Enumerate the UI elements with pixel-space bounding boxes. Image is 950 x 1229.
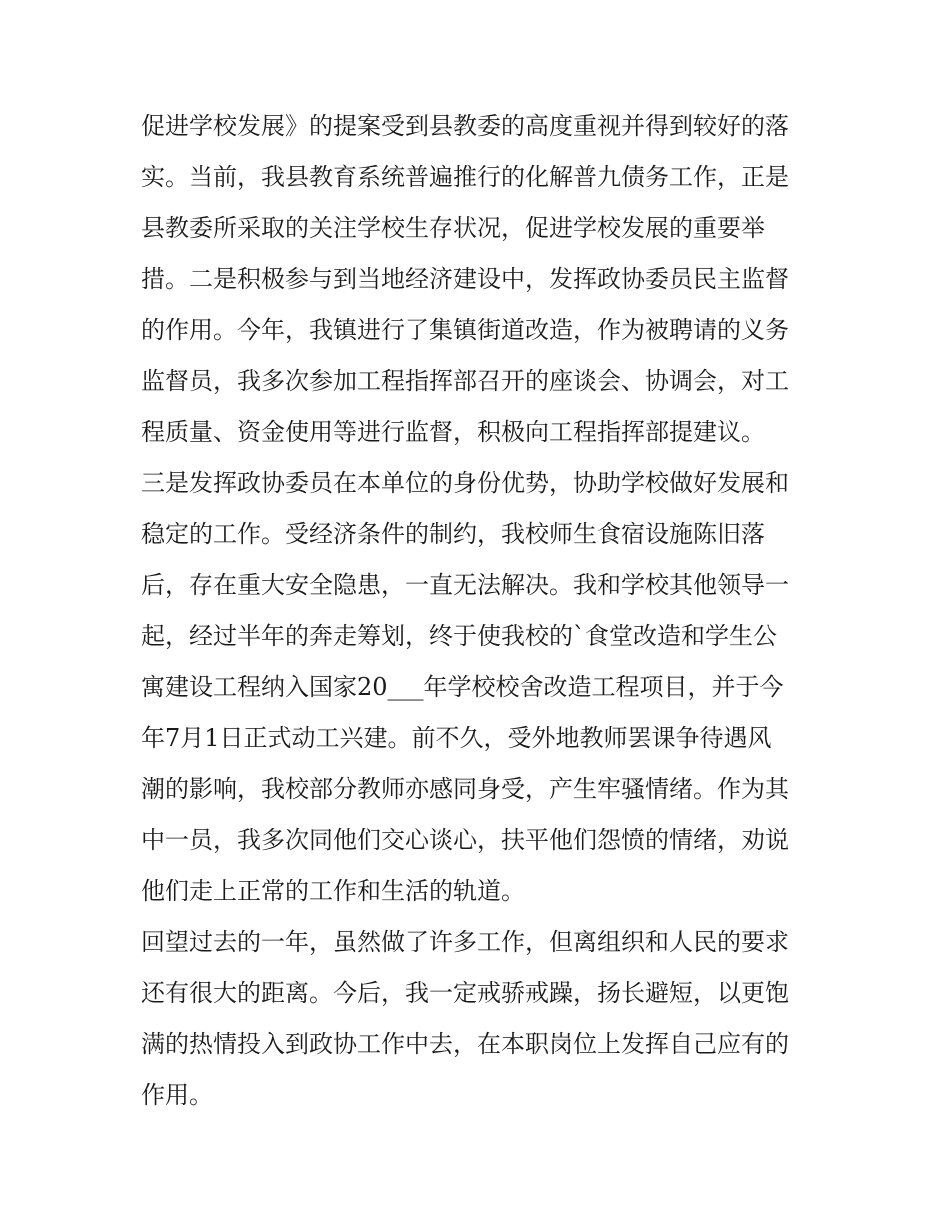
text-line: 三是发挥政协委员在本单位的身份优势，协助学校做好发展和 <box>141 469 789 497</box>
text-line: 程质量、资金使用等进行监督，积极向工程指挥部提建议。 <box>141 418 765 446</box>
text-line: 年7月1日正式动工兴建。前不久，受外地教师罢课争待遇风 <box>141 724 772 752</box>
text-line: 监督员，我多次参加工程指挥部召开的座谈会、协调会，对工 <box>141 367 789 395</box>
body-text <box>141 101 821 1121</box>
text-line: 促进学校发展》的提案受到县教委的高度重视并得到较好的落 <box>141 112 789 140</box>
text-line: 措。二是积极参与到当地经济建设中，发挥政协委员民主监督 <box>141 265 789 293</box>
text-line: 作用。 <box>141 1081 213 1109</box>
text-line: 回望过去的一年，虽然做了许多工作，但离组织和人民的要求 <box>141 928 789 956</box>
text-line: 起，经过半年的奔走筹划，终于使我校的`食堂改造和学生公 <box>141 622 777 650</box>
text-line: 的作用。今年，我镇进行了集镇街道改造，作为被聘请的义务 <box>141 316 789 344</box>
text-line: 后，存在重大安全隐患，一直无法解决。我和学校其他领导一 <box>141 571 789 599</box>
text-line: 还有很大的距离。今后，我一定戒骄戒躁，扬长避短，以更饱 <box>141 979 789 1007</box>
text-line: 满的热情投入到政协工作中去，在本职岗位上发挥自己应有的 <box>141 1030 789 1058</box>
text-line: 实。当前，我县教育系统普遍推行的化解普九债务工作，正是 <box>141 163 789 191</box>
text-line: 寓建设工程纳入国家20___年学校校舍改造工程项目，并于今 <box>141 673 784 701</box>
text-line: 中一员，我多次同他们交心谈心，扶平他们怨愤的情绪，劝说 <box>141 826 789 854</box>
text-line: 稳定的工作。受经济条件的制约，我校师生食宿设施陈旧落 <box>141 520 765 548</box>
text-line: 潮的影响，我校部分教师亦感同身受，产生牢骚情绪。作为其 <box>141 775 789 803</box>
text-line: 县教委所采取的关注学校生存状况，促进学校发展的重要举 <box>141 214 765 242</box>
text-line: 他们走上正常的工作和生活的轨道。 <box>141 877 525 905</box>
